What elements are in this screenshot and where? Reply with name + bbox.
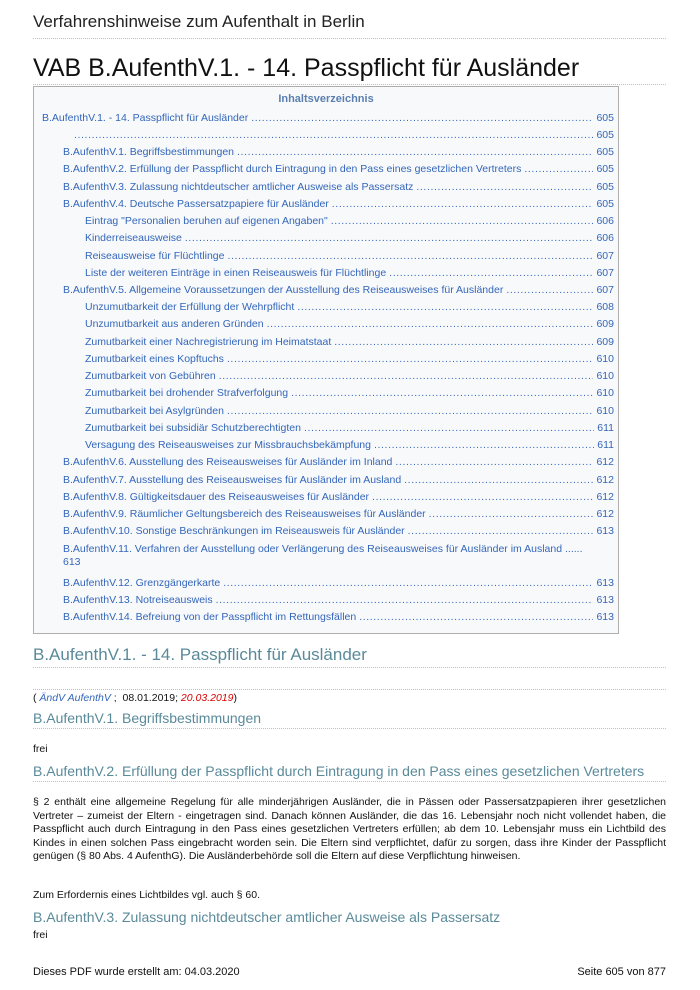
toc-entry[interactable]: B.AufenthV.1. - 14. Passpflicht für Ausländer ..... 605 xyxy=(42,112,614,125)
section-2-note: Zum Erfordernis eines Lichtbildes vgl. auch § 60. xyxy=(33,889,261,901)
toc-entry[interactable]: Unzumutbarkeit der Erfüllung der Wehrpflicht ..... 608 xyxy=(85,301,614,314)
toc-entry[interactable]: B.AufenthV.3. Zulassung nichtdeutscher amtlicher Ausweise als Passersatz ..... 605 xyxy=(63,181,614,194)
toc-entry[interactable]: Kinderreiseausweise ..... 606 xyxy=(85,232,614,245)
toc-entry[interactable]: Zumutbarkeit einer Nachregistrierung im Heimatstaat ..... 609 xyxy=(85,336,614,349)
toc-entry[interactable]: B.AufenthV.9. Räumlicher Geltungsbereich des Reiseausweises für Ausländer ..... 612 xyxy=(63,508,614,521)
section-heading-3: B.AufenthV.3. Zulassung nichtdeutscher amtlicher Ausweise als Passersatz xyxy=(33,909,501,925)
page-title: VAB B.AufenthV.1. - 14. Passpflicht für Ausländer xyxy=(33,54,666,85)
section-1-body: frei xyxy=(33,743,48,755)
section-heading-1: B.AufenthV.1. Begriffsbestimmungen xyxy=(33,710,666,729)
toc-entry[interactable]: Zumutbarkeit bei subsidiär Schutzberechtigten ..... 611 xyxy=(85,422,614,435)
toc-title: Inhaltsverzeichnis xyxy=(278,93,374,105)
section-divider xyxy=(33,675,666,690)
toc-entry[interactable]: B.AufenthV.8. Gültigkeitsdauer des Reiseausweises für Ausländer ..... 612 xyxy=(63,491,614,504)
section-3-body: frei xyxy=(33,929,48,941)
footer-page-number: Seite 605 von 877 xyxy=(577,966,666,978)
toc-entry[interactable]: Versagung des Reiseausweises zur Missbrauchsbekämpfung ..... 611 xyxy=(85,439,614,452)
toc-entry[interactable]: B.AufenthV.6. Ausstellung des Reiseausweises für Ausländer im Inland ..... 612 xyxy=(63,456,614,469)
footer-created: Dieses PDF wurde erstellt am: 04.03.2020 xyxy=(33,966,240,978)
toc-entry[interactable]: Eintrag "Personalien beruhen auf eigenen Angaben" ..... 606 xyxy=(85,215,614,228)
amendment-date-red: 20.03.2019 xyxy=(180,692,234,704)
section-heading-2: B.AufenthV.2. Erfüllung der Passpflicht durch Eintragung in den Pass eines gesetzlichen Vertreters xyxy=(33,763,666,782)
toc-entry[interactable]: Zumutbarkeit bei Asylgründen ..... 610 xyxy=(85,405,614,418)
toc-entry[interactable]: B.AufenthV.5. Allgemeine Voraussetzungen der Ausstellung des Reiseausweises für Ausländer ..... 607 xyxy=(63,284,614,297)
toc-entry[interactable]: B.AufenthV.7. Ausstellung des Reiseausweises für Ausländer im Ausland ..... 612 xyxy=(63,474,614,487)
amendment-link[interactable]: ÄndV AufenthV xyxy=(39,692,111,704)
toc-entry[interactable]: Zumutbarkeit von Gebühren ..... 610 xyxy=(85,370,614,383)
page-footer xyxy=(33,966,666,978)
toc-entry[interactable]: B.AufenthV.1. Begriffsbestimmungen ..... 605 xyxy=(63,146,614,159)
toc-entry[interactable]: Liste der weiteren Einträge in einen Reiseausweis für Flüchtlinge ..... 607 xyxy=(85,267,614,280)
toc-entry[interactable]: Unzumutbarkeit aus anderen Gründen ..... 609 xyxy=(85,318,614,331)
toc-entry[interactable]: ..... 605 xyxy=(74,129,614,142)
toc-entry[interactable]: B.AufenthV.12. Grenzgängerkarte ..... 613 xyxy=(63,577,614,590)
table-of-contents xyxy=(33,86,619,634)
toc-entry[interactable]: Zumutbarkeit eines Kopftuchs ..... 610 xyxy=(85,353,614,366)
header-title: Verfahrenshinweise zum Aufenthalt in Berlin xyxy=(33,12,365,31)
toc-entry[interactable]: Reiseausweise für Flüchtlinge ..... 607 xyxy=(85,250,614,263)
toc-entry-wrapped[interactable]: B.AufenthV.11. Verfahren der Ausstellung oder Verlängerung des Reiseausweises für Ausländer im Ausland ...... 613 xyxy=(63,543,583,568)
toc-entry[interactable]: B.AufenthV.2. Erfüllung der Passpflicht durch Eintragung in den Pass eines gesetzlichen Vertreters ..... 605 xyxy=(63,163,614,176)
section-heading-main: B.AufenthV.1. - 14. Passpflicht für Ausländer xyxy=(33,645,666,668)
toc-entry[interactable]: B.AufenthV.4. Deutsche Passersatzpapiere für Ausländer ..... 605 xyxy=(63,198,614,211)
amendment-note: ( ÄndV AufenthV ; 08.01.2019; 20.03.2019) xyxy=(33,692,237,704)
toc-entry[interactable]: B.AufenthV.14. Befreiung von der Passpflicht im Rettungsfällen ..... 613 xyxy=(63,611,614,624)
document-header xyxy=(33,12,666,39)
toc-entry[interactable]: B.AufenthV.13. Notreiseausweis ..... 613 xyxy=(63,594,614,607)
toc-entry[interactable]: Zumutbarkeit bei drohender Strafverfolgung ..... 610 xyxy=(85,387,614,400)
section-2-body: § 2 enthält eine allgemeine Regelung für alle minderjährigen Ausländer, die in Pässen oder Passersatzpapieren ihrer gesetzlichen Vertreter – zumeist der Eltern - eingetragen sind. Danach können Ausländer, die das 16. Lebensjahr noch nicht vollendet haben, die Passpflicht auch durch Eintragung in den Pass eines gesetzlichen Vertreters erfüllen; ab dem 10. Lebensjahr muss ein Lichtbild des Kindes in einen solchen Pass eingebracht worden sein. Die Eltern sind verpflichtet, dafür zu sorgen, dass ihre Kinder der Passpflicht genügen (§ 80 Abs. 4 AufenthG). Die Ausländerbehörde soll die Eltern auf diese Verpflichtung hinweisen. xyxy=(33,796,666,862)
toc-entry[interactable]: B.AufenthV.10. Sonstige Beschränkungen im Reiseausweis für Ausländer ..... 613 xyxy=(63,525,614,538)
